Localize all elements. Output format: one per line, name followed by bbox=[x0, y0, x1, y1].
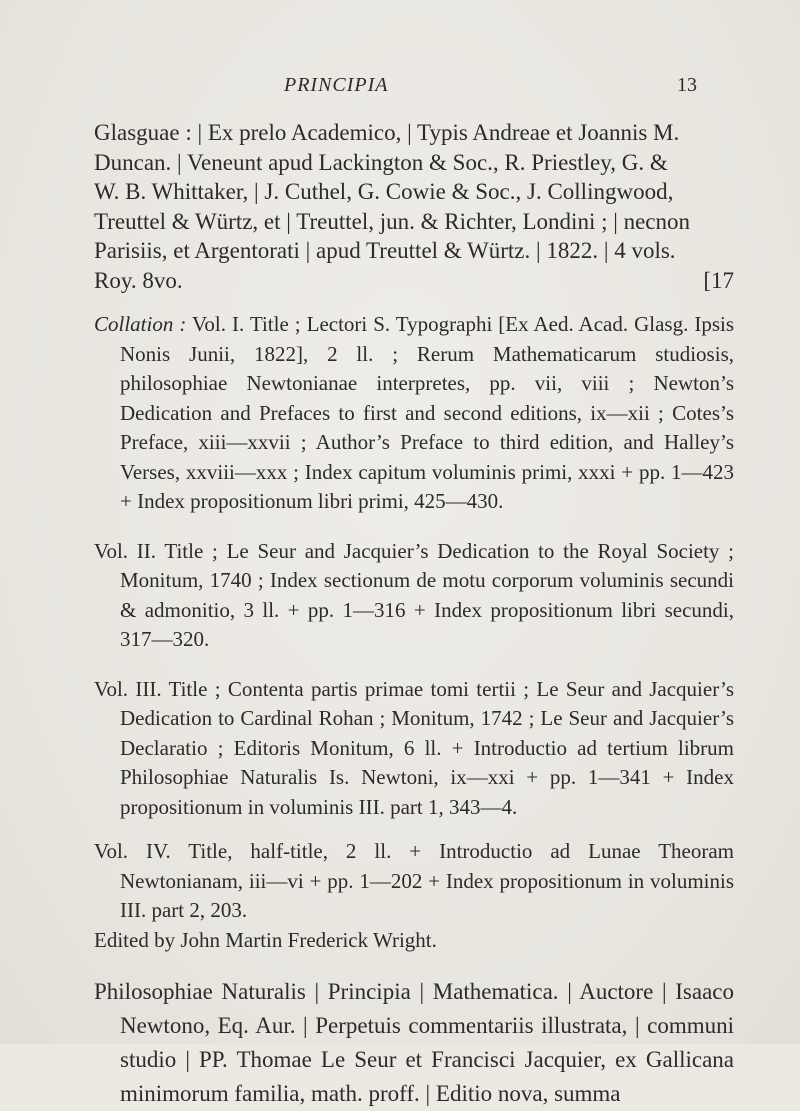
imprint-last-line bbox=[94, 266, 734, 296]
running-head bbox=[0, 74, 800, 104]
collation-vol-4: Vol. IV. Title, half-title, 2 ll. + Introductio ad Lunae Theoram Newtonianam, iii—vi + pp. 1—202 + Index propositionum in voluminis III. part 2, 203. bbox=[94, 839, 734, 922]
imprint-line: Glasguae : | Ex prelo Academico, | Typis Andreae et Joannis M. bbox=[94, 120, 680, 145]
collation-vol-1-text: Vol. I. Title ; Lectori S. Typographi [Ex Aed. Acad. Glasg. Ipsis Nonis Junii, 1822], 2 ll. ; Rerum Mathematicarum studiosis, philosophiae Newtonianae interpretes, pp. vii, viii ; Newton’s Dedication and Prefaces to first and second editions, ix—xii ; Cotes’s Preface, xiii—xxvii ; Author’s Preface to third edition, and Halley’s Verses, xxviii—xxx ; Index capitum voluminis primi, xxxi + pp. 1—423 + Index propositionum libri primi, 425—430. bbox=[120, 312, 735, 513]
format-note: Roy. 8vo. bbox=[94, 267, 183, 293]
collation-vol-3: Vol. III. Title ; Contenta partis primae tomi tertii ; Le Seur and Jacquier’s Dedication to Cardinal Rohan ; Monitum, 1742 ; Le Seur and Jacquier’s Declaratio ; Editoris Monitum, 6 ll. + Introductio ad tertium librum Philosophiae Naturalis Is. Newtoni, ix—xxi + pp. 1—341 + Index propositionum in voluminis III. part 1, 343—4. bbox=[94, 676, 734, 819]
bibliographic-entry-imprint bbox=[94, 118, 734, 295]
editor-note: Edited by John Martin Frederick Wright. bbox=[94, 927, 437, 952]
collation-label: Collation : bbox=[94, 312, 187, 336]
page-body bbox=[94, 118, 734, 1111]
collation-vol-1 bbox=[94, 310, 734, 517]
page-number: 13 bbox=[677, 74, 697, 96]
collation-vol-2: Vol. II. Title ; Le Seur and Jacquier’s Dedication to the Royal Society ; Monitum, 1740 ; Index sectionum de motu corporum voluminis secundi & admonitio, 3 ll. + pp. 1—316 + Index propositionum libri secundi, 317—320. bbox=[94, 538, 734, 651]
imprint-line: Parisiis, et Argentorati | apud Treuttel & Würtz. | 1822. | 4 vols. bbox=[94, 238, 676, 263]
imprint-line: Duncan. | Veneunt apud Lackington & Soc., R. Priestley, G. & bbox=[94, 149, 668, 175]
imprint-line: Treuttel & Würtz, et | Treuttel, jun. & Richter, Londini ; | necnon bbox=[94, 208, 691, 234]
bibliographic-entry-title: Philosophiae Naturalis | Principia | Mathematica. | Auctore | Isaaco Newtono, Eq. Aur. | Perpetuis commentariis illustrata, | communi studio | PP. Thomae Le Seur et Francisci Jacquier, ex Gallicana minimorum familia, math. proff. | Editio nova, summa bbox=[94, 979, 734, 1106]
running-title: PRINCIPIA bbox=[284, 74, 389, 96]
classmark: [17 bbox=[703, 267, 734, 293]
imprint-line: W. B. Whittaker, | J. Cuthel, G. Cowie & Soc., J. Collingwood, bbox=[94, 179, 674, 204]
